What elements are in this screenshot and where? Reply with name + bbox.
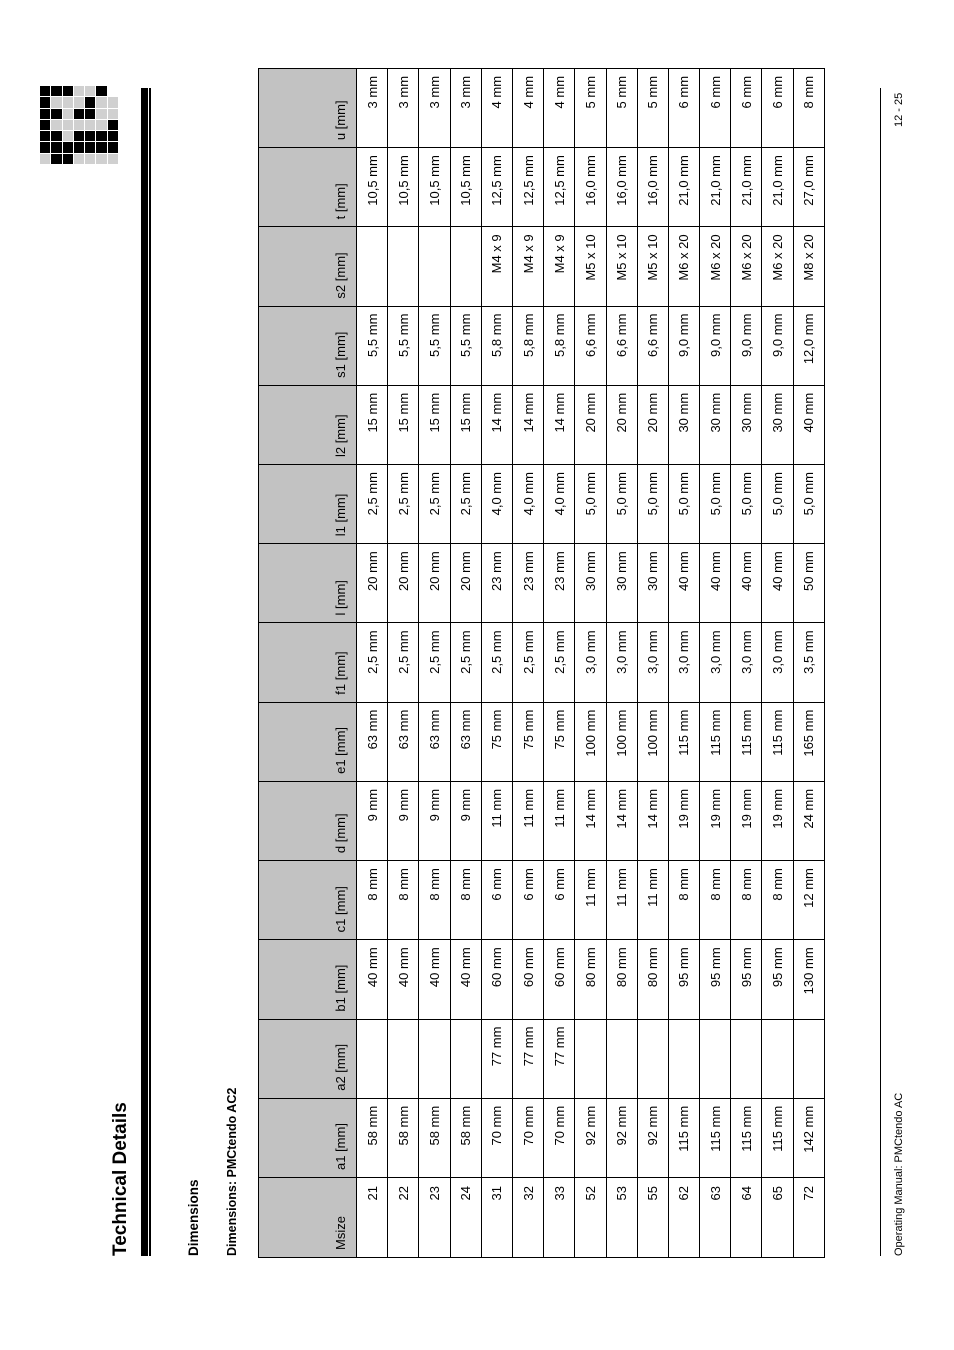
table-cell: 95 mm	[700, 940, 731, 1019]
table-cell: 9,0 mm	[668, 306, 699, 385]
table-row	[606, 68, 637, 1257]
table-cell: 23 mm	[512, 544, 543, 623]
table-cell: 8 mm	[762, 861, 793, 940]
section-heading: Dimensions	[186, 1179, 201, 1256]
table-cell: 21,0 mm	[731, 148, 762, 227]
table-cell: 5 mm	[637, 68, 668, 147]
table-cell: 20 mm	[637, 385, 668, 464]
table-cell: 60 mm	[544, 940, 575, 1019]
table-cell: 77 mm	[512, 1019, 543, 1098]
table-cell: 80 mm	[606, 940, 637, 1019]
table-cell: M5 x 10	[575, 227, 606, 306]
column-header: u [mm]	[259, 68, 357, 147]
table-cell: 30 mm	[606, 544, 637, 623]
table-cell: 2,5 mm	[450, 623, 481, 702]
table-cell: 58 mm	[388, 1098, 419, 1177]
title-rule	[141, 88, 151, 1256]
table-cell: 6 mm	[668, 68, 699, 147]
table-cell: 14 mm	[575, 781, 606, 860]
table-cell: 11 mm	[606, 861, 637, 940]
table-cell: 21,0 mm	[700, 148, 731, 227]
table-cell: 40 mm	[700, 544, 731, 623]
table-cell: 92 mm	[575, 1098, 606, 1177]
table-cell: 9,0 mm	[731, 306, 762, 385]
table-cell: 9,0 mm	[700, 306, 731, 385]
table-cell: 95 mm	[762, 940, 793, 1019]
table-cell: 63 mm	[450, 702, 481, 781]
table-cell: 4 mm	[481, 68, 512, 147]
footer-rule	[880, 88, 881, 1256]
table-cell: 30 mm	[575, 544, 606, 623]
column-header: e1 [mm]	[259, 702, 357, 781]
table-cell: 2,5 mm	[481, 623, 512, 702]
table-row	[668, 68, 699, 1257]
table-cell: 75 mm	[481, 702, 512, 781]
table-cell: 58 mm	[357, 1098, 388, 1177]
table-cell: 115 mm	[700, 1098, 731, 1177]
table-cell: 95 mm	[668, 940, 699, 1019]
table-header-row	[259, 68, 357, 1257]
column-header: s2 [mm]	[259, 227, 357, 306]
table-cell: 20 mm	[450, 544, 481, 623]
table-cell: 4,0 mm	[481, 465, 512, 544]
table-row	[450, 68, 481, 1257]
table-cell: 5,0 mm	[637, 465, 668, 544]
table-cell: 8 mm	[450, 861, 481, 940]
table-cell: 6,6 mm	[606, 306, 637, 385]
table-cell	[388, 1019, 419, 1098]
table-cell: 3 mm	[450, 68, 481, 147]
table-cell: 10,5 mm	[419, 148, 450, 227]
table-cell: 2,5 mm	[357, 623, 388, 702]
column-header: d [mm]	[259, 781, 357, 860]
table-row	[357, 68, 388, 1257]
table-cell: 2,5 mm	[357, 465, 388, 544]
table-cell: 3,0 mm	[637, 623, 668, 702]
table-cell: 3,0 mm	[762, 623, 793, 702]
table-cell: 24	[450, 1178, 481, 1258]
table-row	[481, 68, 512, 1257]
table-cell: 14 mm	[512, 385, 543, 464]
table-cell: 12,5 mm	[544, 148, 575, 227]
table-cell: 9,0 mm	[762, 306, 793, 385]
page-title: Technical Details	[110, 1102, 131, 1256]
table-cell: 11 mm	[512, 781, 543, 860]
table-cell	[762, 1019, 793, 1098]
table-cell: 60 mm	[512, 940, 543, 1019]
table-cell: 3,0 mm	[668, 623, 699, 702]
table-cell: 22	[388, 1178, 419, 1258]
table-cell: 115 mm	[731, 1098, 762, 1177]
table-cell: 30 mm	[762, 385, 793, 464]
table-cell: 19 mm	[762, 781, 793, 860]
table-cell: 115 mm	[731, 702, 762, 781]
table-cell: 4,0 mm	[512, 465, 543, 544]
table-cell: 10,5 mm	[388, 148, 419, 227]
table-cell: 3,0 mm	[575, 623, 606, 702]
table-cell: 11 mm	[544, 781, 575, 860]
table-cell: 62	[668, 1178, 699, 1258]
table-cell: 8 mm	[419, 861, 450, 940]
table-cell	[388, 227, 419, 306]
table-row	[544, 68, 575, 1257]
table-cell: 8 mm	[357, 861, 388, 940]
table-cell: 2,5 mm	[388, 623, 419, 702]
table-cell: 5,5 mm	[419, 306, 450, 385]
table-cell: 33	[544, 1178, 575, 1258]
table-cell: 6 mm	[762, 68, 793, 147]
table-cell: 80 mm	[637, 940, 668, 1019]
table-cell: 115 mm	[668, 702, 699, 781]
table-cell: 2,5 mm	[544, 623, 575, 702]
table-cell: 5,8 mm	[512, 306, 543, 385]
table-body	[357, 68, 825, 1257]
table-cell: 100 mm	[637, 702, 668, 781]
table-cell: 165 mm	[793, 702, 824, 781]
table-cell: 12,5 mm	[512, 148, 543, 227]
table-cell: 40 mm	[419, 940, 450, 1019]
table-row	[731, 68, 762, 1257]
table-cell: 70 mm	[481, 1098, 512, 1177]
table-cell: 5,0 mm	[793, 465, 824, 544]
table-cell: 70 mm	[512, 1098, 543, 1177]
table-cell: 6 mm	[481, 861, 512, 940]
table-cell: 23 mm	[481, 544, 512, 623]
column-header: a1 [mm]	[259, 1098, 357, 1177]
table-cell: 31	[481, 1178, 512, 1258]
dimensions-table	[258, 75, 827, 1258]
table-cell: 115 mm	[762, 1098, 793, 1177]
table-cell: 5,8 mm	[481, 306, 512, 385]
footer-page-number: 12 - 25	[893, 92, 905, 127]
table-cell: 2,5 mm	[450, 465, 481, 544]
column-header: b1 [mm]	[259, 940, 357, 1019]
table-cell: 40 mm	[450, 940, 481, 1019]
table-cell: 23 mm	[544, 544, 575, 623]
table-cell: 5,5 mm	[357, 306, 388, 385]
table-row	[512, 68, 543, 1257]
table-cell: 3 mm	[388, 68, 419, 147]
table-cell: 2,5 mm	[419, 465, 450, 544]
table-cell: 11 mm	[575, 861, 606, 940]
column-header: t [mm]	[259, 148, 357, 227]
table-cell: 40 mm	[793, 385, 824, 464]
table-cell: 20 mm	[606, 385, 637, 464]
table-cell: 10,5 mm	[357, 148, 388, 227]
table-cell: 75 mm	[544, 702, 575, 781]
table-cell: 12,0 mm	[793, 306, 824, 385]
table-cell: 5,0 mm	[731, 465, 762, 544]
table-row	[700, 68, 731, 1257]
table-cell: 40 mm	[731, 544, 762, 623]
table-cell: 8 mm	[668, 861, 699, 940]
table-cell: 30 mm	[731, 385, 762, 464]
table-cell: 9 mm	[388, 781, 419, 860]
table-cell: M6 x 20	[668, 227, 699, 306]
column-header: s1 [mm]	[259, 306, 357, 385]
table-cell: 63	[700, 1178, 731, 1258]
table-cell: 27,0 mm	[793, 148, 824, 227]
table-cell: 6 mm	[731, 68, 762, 147]
table-cell: M6 x 20	[762, 227, 793, 306]
table-cell: M4 x 9	[512, 227, 543, 306]
table-cell: 63 mm	[357, 702, 388, 781]
subsection-heading: Dimensions: PMCtendo AC2	[225, 1087, 239, 1256]
table-cell: 100 mm	[575, 702, 606, 781]
table-cell: 14 mm	[481, 385, 512, 464]
table-cell: M6 x 20	[731, 227, 762, 306]
table-cell: 30 mm	[668, 385, 699, 464]
table-cell: 40 mm	[762, 544, 793, 623]
table-cell: 12,5 mm	[481, 148, 512, 227]
table-cell: 2,5 mm	[419, 623, 450, 702]
table-cell: 72	[793, 1178, 824, 1258]
table-cell: 15 mm	[450, 385, 481, 464]
table-cell: 58 mm	[419, 1098, 450, 1177]
column-header: l1 [mm]	[259, 465, 357, 544]
table-cell: 77 mm	[544, 1019, 575, 1098]
table-cell: 14 mm	[637, 781, 668, 860]
table-cell: 63 mm	[419, 702, 450, 781]
table-cell: 3,0 mm	[731, 623, 762, 702]
table-cell: 5 mm	[575, 68, 606, 147]
table-cell: 3,5 mm	[793, 623, 824, 702]
table-cell: 100 mm	[606, 702, 637, 781]
table-cell: 21	[357, 1178, 388, 1258]
table-cell: 19 mm	[700, 781, 731, 860]
table-cell: 15 mm	[388, 385, 419, 464]
table-cell: 6,6 mm	[575, 306, 606, 385]
table-row	[793, 68, 824, 1257]
table-cell: 60 mm	[481, 940, 512, 1019]
table-cell	[731, 1019, 762, 1098]
table-cell: 6 mm	[512, 861, 543, 940]
table-cell: 53	[606, 1178, 637, 1258]
table-cell: 92 mm	[637, 1098, 668, 1177]
table-cell: 11 mm	[481, 781, 512, 860]
table-cell: 5,0 mm	[606, 465, 637, 544]
table-cell: 52	[575, 1178, 606, 1258]
table-cell: 30 mm	[637, 544, 668, 623]
table-cell: 142 mm	[793, 1098, 824, 1177]
table-cell: 16,0 mm	[606, 148, 637, 227]
table-cell	[575, 1019, 606, 1098]
table-cell: 9 mm	[450, 781, 481, 860]
footer-manual: Operating Manual: PMCtendo AC	[893, 1092, 905, 1256]
table-cell: 20 mm	[575, 385, 606, 464]
table-cell: 5,8 mm	[544, 306, 575, 385]
table-cell: 2,5 mm	[512, 623, 543, 702]
table-cell: 20 mm	[419, 544, 450, 623]
table-cell: 58 mm	[450, 1098, 481, 1177]
table-cell: 6 mm	[700, 68, 731, 147]
table-cell: 5,0 mm	[700, 465, 731, 544]
table-cell: 64	[731, 1178, 762, 1258]
table-row	[575, 68, 606, 1257]
column-header: Msize	[259, 1178, 357, 1258]
table-cell	[419, 227, 450, 306]
table-cell: 15 mm	[357, 385, 388, 464]
table-cell: 50 mm	[793, 544, 824, 623]
table-cell: 95 mm	[731, 940, 762, 1019]
table-cell: 15 mm	[419, 385, 450, 464]
table-cell: 32	[512, 1178, 543, 1258]
table-cell: 21,0 mm	[762, 148, 793, 227]
table-cell: 3 mm	[357, 68, 388, 147]
table-cell: 115 mm	[700, 702, 731, 781]
table-cell: 40 mm	[388, 940, 419, 1019]
logo-grid	[40, 86, 118, 164]
table-cell: 21,0 mm	[668, 148, 699, 227]
table-cell: 19 mm	[668, 781, 699, 860]
table-cell: 8 mm	[793, 68, 824, 147]
table-cell	[668, 1019, 699, 1098]
table-row	[419, 68, 450, 1257]
table-cell: 70 mm	[544, 1098, 575, 1177]
table-cell: 40 mm	[357, 940, 388, 1019]
table-cell: 8 mm	[731, 861, 762, 940]
table-cell: 5,0 mm	[762, 465, 793, 544]
table-cell	[793, 1019, 824, 1098]
table-cell: 20 mm	[388, 544, 419, 623]
table-row	[762, 68, 793, 1257]
table-cell: 3,0 mm	[700, 623, 731, 702]
table-cell: 23	[419, 1178, 450, 1258]
table-cell: M8 x 20	[793, 227, 824, 306]
table-cell: 3,0 mm	[606, 623, 637, 702]
table-cell: 3 mm	[419, 68, 450, 147]
table-row	[388, 68, 419, 1257]
table-cell	[606, 1019, 637, 1098]
table-cell: 2,5 mm	[388, 465, 419, 544]
table-cell: 11 mm	[637, 861, 668, 940]
table-cell: M5 x 10	[606, 227, 637, 306]
table-cell: 14 mm	[606, 781, 637, 860]
table-cell: 5,5 mm	[450, 306, 481, 385]
table-cell: 65	[762, 1178, 793, 1258]
table-cell: 12 mm	[793, 861, 824, 940]
table-cell	[450, 1019, 481, 1098]
column-header: l [mm]	[259, 544, 357, 623]
table-cell: 24 mm	[793, 781, 824, 860]
table-cell: 4,0 mm	[544, 465, 575, 544]
table-cell: 55	[637, 1178, 668, 1258]
table-cell: 19 mm	[731, 781, 762, 860]
table-cell: 5,0 mm	[575, 465, 606, 544]
table-cell: M4 x 9	[544, 227, 575, 306]
table-cell: 5,0 mm	[668, 465, 699, 544]
table-cell	[450, 227, 481, 306]
table-cell: 115 mm	[668, 1098, 699, 1177]
table-cell: 9 mm	[357, 781, 388, 860]
table-cell: 8 mm	[700, 861, 731, 940]
table-cell: 16,0 mm	[637, 148, 668, 227]
table-cell: 10,5 mm	[450, 148, 481, 227]
table-cell: 77 mm	[481, 1019, 512, 1098]
table-cell	[637, 1019, 668, 1098]
table-cell: 5,5 mm	[388, 306, 419, 385]
table-cell: 20 mm	[357, 544, 388, 623]
table-cell: 92 mm	[606, 1098, 637, 1177]
table-cell: 130 mm	[793, 940, 824, 1019]
table-cell: 9 mm	[419, 781, 450, 860]
table-cell: 40 mm	[668, 544, 699, 623]
column-header: a2 [mm]	[259, 1019, 357, 1098]
table-cell: M5 x 10	[637, 227, 668, 306]
column-header: l2 [mm]	[259, 385, 357, 464]
table-cell: 8 mm	[388, 861, 419, 940]
table-cell: 4 mm	[512, 68, 543, 147]
table-cell	[357, 227, 388, 306]
column-header: f1 [mm]	[259, 623, 357, 702]
table-cell: 115 mm	[762, 702, 793, 781]
table-cell: 16,0 mm	[575, 148, 606, 227]
table-cell: 4 mm	[544, 68, 575, 147]
table-cell: 75 mm	[512, 702, 543, 781]
table-cell: 80 mm	[575, 940, 606, 1019]
column-header: c1 [mm]	[259, 861, 357, 940]
table-cell: M6 x 20	[700, 227, 731, 306]
table-cell	[419, 1019, 450, 1098]
table-row	[637, 68, 668, 1257]
table-cell: 5 mm	[606, 68, 637, 147]
table-cell: 63 mm	[388, 702, 419, 781]
table-cell: 30 mm	[700, 385, 731, 464]
table-cell: 14 mm	[544, 385, 575, 464]
table-cell: 6,6 mm	[637, 306, 668, 385]
table-cell: M4 x 9	[481, 227, 512, 306]
table-cell: 6 mm	[544, 861, 575, 940]
table-cell	[357, 1019, 388, 1098]
table-cell	[700, 1019, 731, 1098]
